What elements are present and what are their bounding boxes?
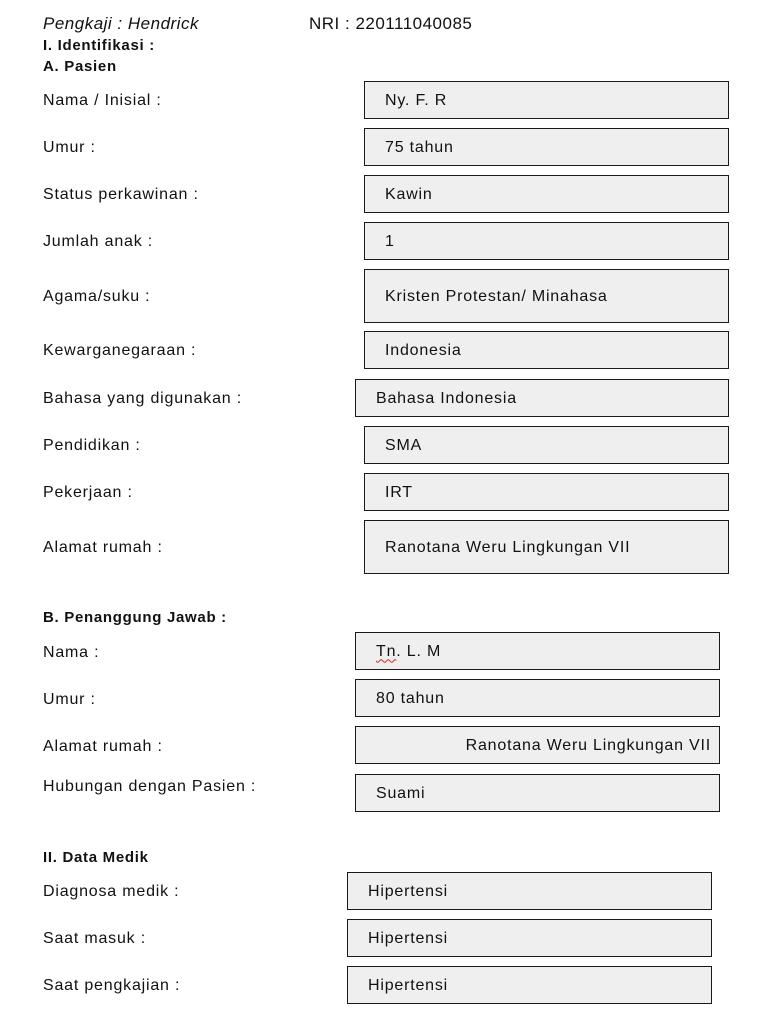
education-field[interactable]: SMA xyxy=(364,426,729,464)
guardian-name-rest: . L. M xyxy=(396,642,442,660)
patient-age-label: Umur : xyxy=(43,139,96,156)
occupation-label: Pekerjaan : xyxy=(43,484,133,501)
citizenship-field[interactable]: Indonesia xyxy=(364,331,729,369)
guardian-section-title: B. Penanggung Jawab : xyxy=(43,609,227,626)
patient-age-field[interactable]: 75 tahun xyxy=(364,128,729,166)
assessment-diagnosis-label: Saat pengkajian : xyxy=(43,977,181,994)
citizenship-label: Kewarganegaraan : xyxy=(43,342,197,359)
section-identification-title: I. Identifikasi : xyxy=(43,37,155,54)
assessment-diagnosis-field[interactable]: Hipertensi xyxy=(347,966,712,1004)
patient-address-label: Alamat rumah : xyxy=(43,539,163,556)
nri-number: NRI : 220111040085 xyxy=(309,14,473,33)
admission-diagnosis-label: Saat masuk : xyxy=(43,930,146,947)
medical-data-title: II. Data Medik xyxy=(43,849,149,866)
guardian-age-label: Umur : xyxy=(43,691,96,708)
relationship-field[interactable]: Suami xyxy=(355,774,720,812)
children-count-label: Jumlah anak : xyxy=(43,233,154,250)
children-count-field[interactable]: 1 xyxy=(364,222,729,260)
patient-section-title: A. Pasien xyxy=(43,58,117,75)
patient-name-label: Nama / Inisial : xyxy=(43,92,162,109)
patient-name-field[interactable]: Ny. F. R xyxy=(364,81,729,119)
guardian-address-label: Alamat rumah : xyxy=(43,738,163,755)
language-label: Bahasa yang digunakan : xyxy=(43,390,242,407)
assessor-name: Pengkaji : Hendrick xyxy=(43,14,199,33)
medical-diagnosis-field[interactable]: Hipertensi xyxy=(347,872,712,910)
language-field[interactable]: Bahasa Indonesia xyxy=(355,379,729,417)
relationship-label: Hubungan dengan Pasien : xyxy=(43,778,257,795)
guardian-age-field[interactable]: 80 tahun xyxy=(355,679,720,717)
patient-address-field[interactable]: Ranotana Weru Lingkungan VII xyxy=(364,520,729,574)
guardian-name-field[interactable] xyxy=(355,632,720,670)
marital-status-label: Status perkawinan : xyxy=(43,186,199,203)
guardian-name-label: Nama : xyxy=(43,644,100,661)
religion-ethnicity-field[interactable]: Kristen Protestan/ Minahasa xyxy=(364,269,729,323)
header-line xyxy=(43,14,473,34)
medical-diagnosis-label: Diagnosa medik : xyxy=(43,883,180,900)
spellcheck-underlined-word: Tn xyxy=(376,642,397,660)
guardian-address-field[interactable]: Ranotana Weru Lingkungan VII xyxy=(355,726,720,764)
occupation-field[interactable]: IRT xyxy=(364,473,729,511)
religion-ethnicity-label: Agama/suku : xyxy=(43,288,151,305)
admission-diagnosis-field[interactable]: Hipertensi xyxy=(347,919,712,957)
education-label: Pendidikan : xyxy=(43,437,141,454)
marital-status-field[interactable]: Kawin xyxy=(364,175,729,213)
